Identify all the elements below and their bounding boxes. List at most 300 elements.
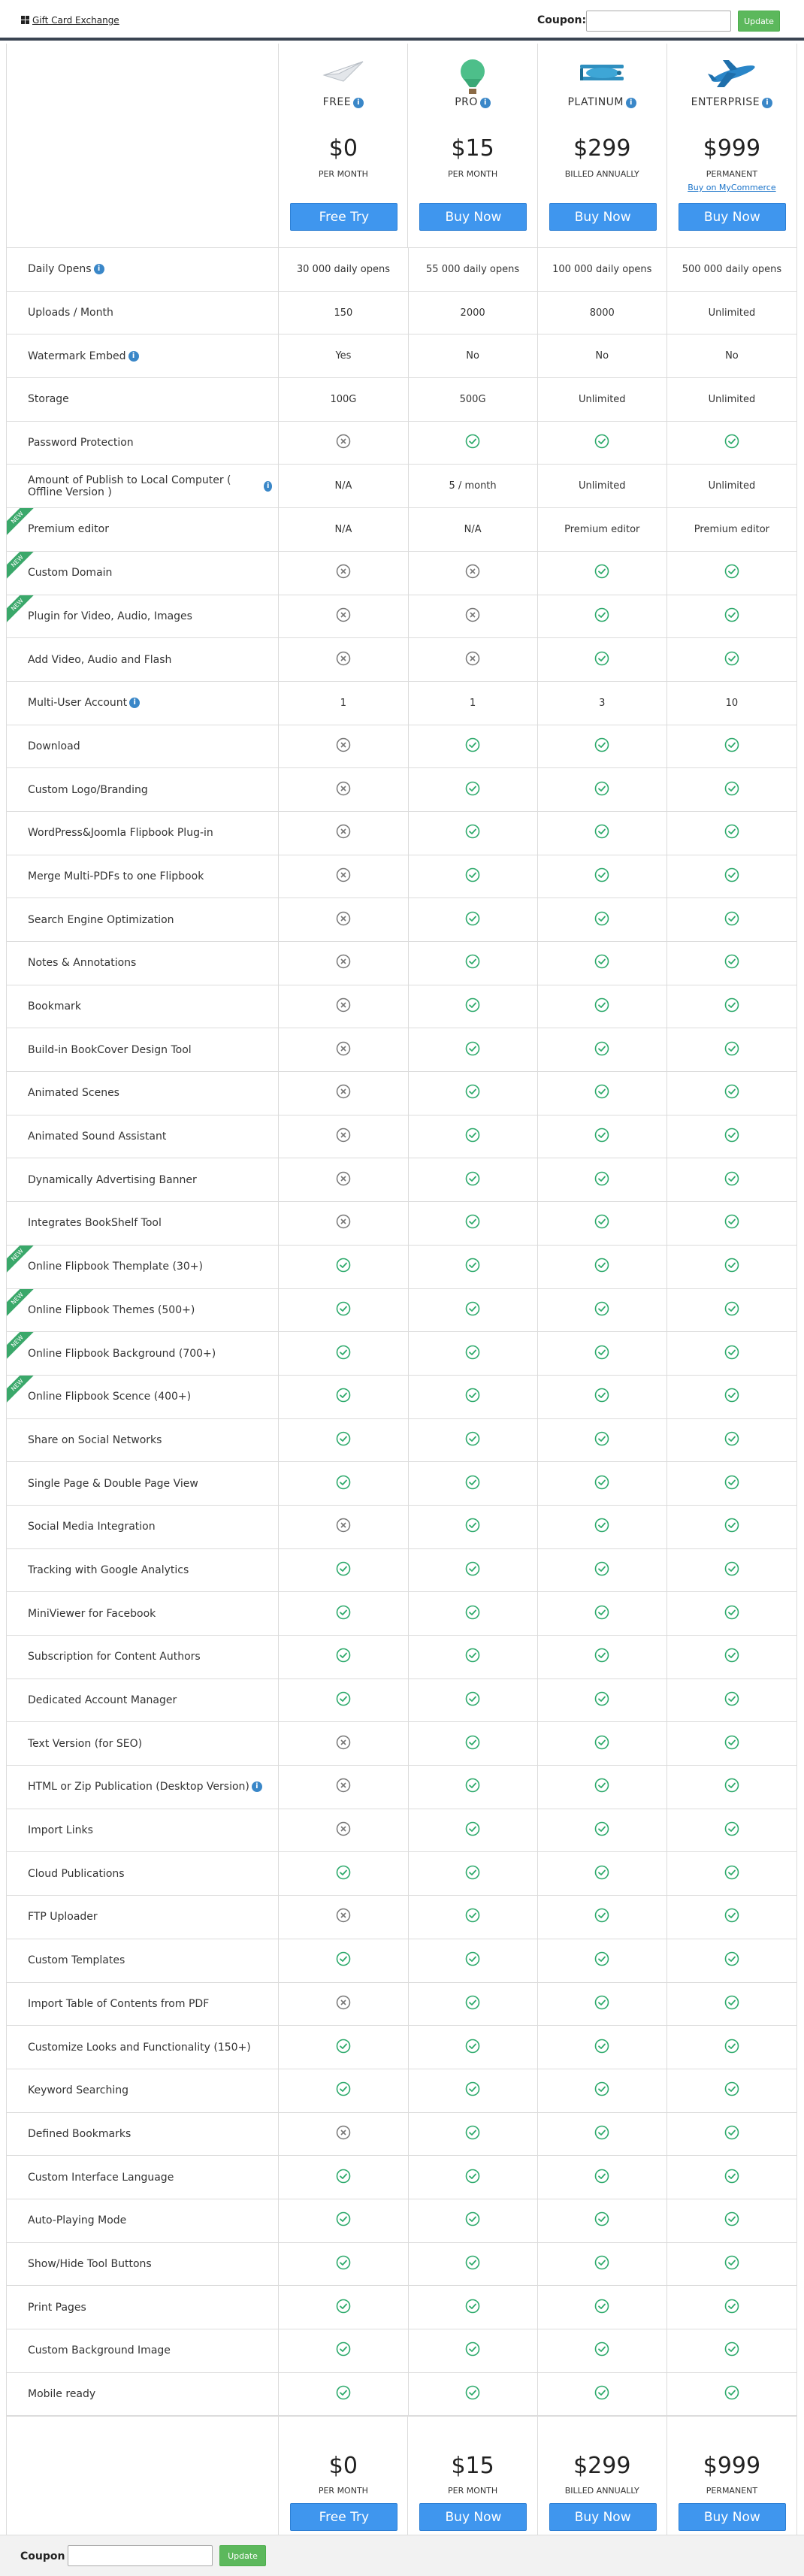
plan-period-pro: PER MONTH bbox=[448, 169, 498, 179]
feature-value-pro bbox=[409, 1462, 538, 1505]
feature-value-text: 150 bbox=[334, 307, 353, 319]
check-icon bbox=[336, 1388, 351, 1406]
feature-row bbox=[7, 552, 796, 595]
feature-value-free bbox=[279, 248, 408, 291]
info-icon[interactable]: i bbox=[252, 1781, 262, 1792]
check-icon bbox=[465, 1301, 480, 1319]
feature-label-cell bbox=[7, 465, 279, 507]
check-icon bbox=[465, 1171, 480, 1189]
feature-label: Online Flipbook Themplate (30+) bbox=[28, 1261, 203, 1273]
check-icon bbox=[594, 911, 609, 929]
check-icon bbox=[465, 1648, 480, 1666]
feature-value-platinum bbox=[538, 1549, 667, 1592]
check-icon bbox=[724, 1908, 739, 1926]
feature-value-enterprise bbox=[667, 1852, 796, 1895]
check-icon bbox=[336, 1431, 351, 1449]
feature-label-cell bbox=[7, 2373, 279, 2416]
feature-value-enterprise bbox=[667, 2113, 796, 2156]
feature-value-free bbox=[279, 1202, 408, 1245]
feature-row bbox=[7, 378, 796, 422]
feature-value-text: N/A bbox=[334, 480, 352, 492]
check-icon bbox=[724, 2081, 739, 2099]
feature-value-pro bbox=[409, 292, 538, 334]
plan-period-enterprise: PERMANENT bbox=[706, 2486, 758, 2496]
check-icon bbox=[336, 2039, 351, 2057]
gift-card-exchange-link[interactable] bbox=[21, 15, 119, 26]
buy-on-mycommerce-link[interactable]: Buy on MyCommerce bbox=[688, 183, 776, 192]
check-icon bbox=[336, 2081, 351, 2099]
feature-value-free bbox=[279, 1376, 408, 1418]
header-buy-button-platinum[interactable]: Buy Now bbox=[549, 203, 657, 231]
feature-value-free bbox=[279, 1072, 408, 1115]
feature-value-pro bbox=[409, 1115, 538, 1158]
check-icon bbox=[594, 997, 609, 1016]
feature-value-enterprise bbox=[667, 1896, 796, 1939]
feature-row bbox=[7, 1549, 796, 1593]
feature-row bbox=[7, 1896, 796, 1939]
cross-icon bbox=[336, 1214, 351, 1232]
grid-icon bbox=[21, 16, 29, 24]
check-icon bbox=[465, 824, 480, 842]
info-icon[interactable]: i bbox=[353, 98, 364, 108]
feature-value-pro bbox=[409, 1549, 538, 1592]
feature-value-enterprise bbox=[667, 1679, 796, 1722]
check-icon bbox=[465, 1084, 480, 1102]
feature-value-pro bbox=[409, 1636, 538, 1678]
plan-price-pro: $15 bbox=[451, 135, 494, 162]
plan-name-label: FREE bbox=[322, 96, 352, 108]
feature-label: Animated Sound Assistant bbox=[28, 1131, 167, 1143]
feature-value-free bbox=[279, 2373, 408, 2416]
feature-label-cell bbox=[7, 2243, 279, 2286]
check-icon bbox=[594, 607, 609, 625]
cross-icon bbox=[336, 2125, 351, 2143]
check-icon bbox=[594, 1431, 609, 1449]
feature-value-free bbox=[279, 508, 408, 551]
check-icon bbox=[594, 2299, 609, 2317]
check-icon bbox=[465, 1995, 480, 2013]
feature-value-text: 10 bbox=[725, 697, 739, 709]
feature-value-platinum bbox=[538, 1679, 667, 1722]
feature-label: WordPress&Joomla Flipbook Plug-in bbox=[28, 827, 213, 840]
feature-value-platinum bbox=[538, 1939, 667, 1982]
check-icon bbox=[594, 1128, 609, 1146]
feature-label: Download bbox=[28, 740, 80, 752]
feature-label: Single Page & Double Page View bbox=[28, 1477, 198, 1490]
feature-label: Daily Opens bbox=[28, 263, 92, 276]
cross-icon bbox=[336, 434, 351, 452]
feature-value-text: Unlimited bbox=[708, 307, 756, 319]
feature-value-platinum bbox=[538, 682, 667, 725]
feature-value-free bbox=[279, 1549, 408, 1592]
feature-label: Build-in BookCover Design Tool bbox=[28, 1043, 192, 1056]
feature-label-cell bbox=[7, 2329, 279, 2372]
check-icon bbox=[336, 2385, 351, 2403]
check-icon bbox=[724, 2385, 739, 2403]
feature-label: Storage bbox=[28, 393, 69, 406]
feature-value-pro bbox=[409, 898, 538, 941]
feature-value-platinum bbox=[538, 248, 667, 291]
plan-period-free: PER MONTH bbox=[318, 169, 368, 179]
feature-label-cell bbox=[7, 2156, 279, 2199]
feature-value-free bbox=[279, 682, 408, 725]
check-icon bbox=[724, 824, 739, 842]
info-icon[interactable]: i bbox=[264, 481, 272, 492]
header-buy-button-free[interactable]: Free Try bbox=[290, 203, 397, 231]
feature-label-cell bbox=[7, 1983, 279, 2026]
feature-label: Print Pages bbox=[28, 2301, 86, 2314]
check-icon bbox=[724, 1171, 739, 1189]
feature-row bbox=[7, 2113, 796, 2157]
feature-row bbox=[7, 292, 796, 335]
bottom-bar bbox=[0, 2535, 804, 2576]
feature-value-pro bbox=[409, 1202, 538, 1245]
feature-row bbox=[7, 1246, 796, 1289]
feature-value-text: Premium editor bbox=[564, 523, 640, 535]
footer-plan-pro bbox=[408, 2417, 537, 2541]
check-icon bbox=[465, 2211, 480, 2229]
check-icon bbox=[336, 1648, 351, 1666]
cross-icon bbox=[336, 954, 351, 972]
bottom-coupon-input[interactable] bbox=[68, 2545, 213, 2566]
gift-card-exchange-label: Gift Card Exchange bbox=[32, 15, 119, 26]
feature-value-platinum bbox=[538, 1028, 667, 1071]
feature-value-enterprise bbox=[667, 942, 796, 985]
feature-value-enterprise bbox=[667, 855, 796, 898]
cross-icon bbox=[336, 867, 351, 885]
feature-row bbox=[7, 2373, 796, 2417]
header-spacer bbox=[7, 44, 279, 247]
feature-label: Uploads / Month bbox=[28, 307, 113, 319]
feature-value-pro bbox=[409, 422, 538, 465]
feature-value-free bbox=[279, 2329, 408, 2372]
info-icon[interactable]: i bbox=[129, 698, 140, 708]
feature-value-platinum bbox=[538, 1158, 667, 1201]
cross-icon bbox=[465, 651, 480, 669]
feature-value-enterprise bbox=[667, 1592, 796, 1635]
check-icon bbox=[465, 2169, 480, 2187]
feature-value-free bbox=[279, 725, 408, 768]
feature-value-platinum bbox=[538, 2156, 667, 2199]
feature-value-enterprise bbox=[667, 422, 796, 465]
plan-name-enterprise bbox=[667, 96, 796, 108]
feature-value-free bbox=[279, 334, 408, 377]
feature-value-platinum bbox=[538, 985, 667, 1028]
feature-label-cell bbox=[7, 682, 279, 725]
check-icon bbox=[724, 1214, 739, 1232]
feature-value-enterprise bbox=[667, 1289, 796, 1332]
feature-label: Cloud Publications bbox=[28, 1867, 125, 1880]
feature-value-platinum bbox=[538, 1636, 667, 1678]
footer-buy-button-pro[interactable]: Buy Now bbox=[419, 2503, 527, 2531]
feature-value-free bbox=[279, 985, 408, 1028]
check-icon bbox=[724, 1518, 739, 1536]
check-icon bbox=[724, 781, 739, 799]
feature-value-pro bbox=[409, 1939, 538, 1982]
feature-value-enterprise bbox=[667, 1983, 796, 2026]
feature-label-cell bbox=[7, 1202, 279, 1245]
feature-row bbox=[7, 1939, 796, 1983]
feature-label-cell bbox=[7, 638, 279, 681]
feature-row bbox=[7, 2329, 796, 2373]
check-icon bbox=[594, 1648, 609, 1666]
feature-row bbox=[7, 855, 796, 899]
cross-icon bbox=[336, 1518, 351, 1536]
feature-label: Notes & Annotations bbox=[28, 957, 137, 970]
check-icon bbox=[465, 1951, 480, 1969]
feature-value-pro bbox=[409, 1983, 538, 2026]
feature-label: Customize Looks and Functionality (150+) bbox=[28, 2041, 251, 2054]
feature-label-cell bbox=[7, 1636, 279, 1678]
feature-label: Search Engine Optimization bbox=[28, 913, 174, 926]
footer-buy-button-free[interactable]: Free Try bbox=[290, 2503, 397, 2531]
cross-icon bbox=[336, 1041, 351, 1059]
plan-period-pro: PER MONTH bbox=[448, 2486, 498, 2496]
check-icon bbox=[724, 2299, 739, 2317]
feature-value-text: 55 000 daily opens bbox=[426, 263, 520, 275]
feature-label-cell bbox=[7, 1939, 279, 1982]
cross-icon bbox=[336, 1171, 351, 1189]
info-icon[interactable]: i bbox=[128, 351, 139, 362]
feature-value-text: Premium editor bbox=[694, 523, 770, 535]
feature-label: Import Table of Contents from PDF bbox=[28, 1997, 210, 2010]
check-icon bbox=[465, 2081, 480, 2099]
header-plan-enterprise bbox=[667, 44, 796, 247]
feature-label: Animated Scenes bbox=[28, 1087, 119, 1100]
feature-value-platinum bbox=[538, 552, 667, 595]
feature-value-enterprise bbox=[667, 2026, 796, 2069]
feature-value-platinum bbox=[538, 334, 667, 377]
info-icon[interactable]: i bbox=[480, 98, 491, 108]
feature-value-free bbox=[279, 1332, 408, 1375]
feature-value-platinum bbox=[538, 1072, 667, 1115]
feature-value-text: No bbox=[595, 350, 609, 362]
check-icon bbox=[724, 1778, 739, 1796]
feature-value-free bbox=[279, 1896, 408, 1939]
feature-value-pro bbox=[409, 2113, 538, 2156]
feature-value-platinum bbox=[538, 1376, 667, 1418]
check-icon bbox=[724, 1301, 739, 1319]
check-icon bbox=[594, 1301, 609, 1319]
footer-plan-free bbox=[279, 2417, 408, 2541]
feature-value-platinum bbox=[538, 2243, 667, 2286]
check-icon bbox=[724, 1951, 739, 1969]
check-icon bbox=[336, 1345, 351, 1363]
feature-label: Tracking with Google Analytics bbox=[28, 1563, 189, 1576]
feature-value-free bbox=[279, 898, 408, 941]
feature-value-enterprise bbox=[667, 2373, 796, 2416]
feature-row bbox=[7, 334, 796, 378]
feature-value-pro bbox=[409, 2069, 538, 2112]
footer-buy-button-enterprise[interactable]: Buy Now bbox=[679, 2503, 786, 2531]
feature-label: Multi-User Account bbox=[28, 697, 128, 710]
feature-label-cell bbox=[7, 1376, 279, 1418]
check-icon bbox=[724, 2039, 739, 2057]
check-icon bbox=[724, 1041, 739, 1059]
feature-value-pro bbox=[409, 508, 538, 551]
feature-value-platinum bbox=[538, 2113, 667, 2156]
cross-icon bbox=[336, 1821, 351, 1839]
bottom-update-button[interactable]: Update bbox=[219, 2545, 266, 2566]
feature-label: Defined Bookmarks bbox=[28, 2127, 131, 2140]
coupon-input[interactable] bbox=[586, 11, 731, 32]
feature-label-cell bbox=[7, 1592, 279, 1635]
feature-row bbox=[7, 2286, 796, 2329]
new-ribbon: NEW bbox=[7, 1376, 37, 1404]
feature-row bbox=[7, 465, 796, 508]
check-icon bbox=[465, 997, 480, 1016]
header-buy-button-pro[interactable]: Buy Now bbox=[419, 203, 527, 231]
info-icon[interactable]: i bbox=[762, 98, 772, 108]
feature-value-text: 100G bbox=[330, 393, 357, 405]
feature-label: Merge Multi-PDFs to one Flipbook bbox=[28, 870, 204, 882]
feature-value-pro bbox=[409, 725, 538, 768]
feature-label: Dedicated Account Manager bbox=[28, 1694, 177, 1707]
feature-value-pro bbox=[409, 465, 538, 507]
feature-label: FTP Uploader bbox=[28, 1911, 98, 1924]
check-icon bbox=[465, 737, 480, 755]
feature-row bbox=[7, 248, 796, 292]
feature-value-free bbox=[279, 292, 408, 334]
feature-value-pro bbox=[409, 2026, 538, 2069]
feature-row bbox=[7, 1158, 796, 1202]
plan-name-label: PLATINUM bbox=[567, 96, 624, 108]
check-icon bbox=[724, 1431, 739, 1449]
check-icon bbox=[724, 1605, 739, 1623]
feature-value-text: N/A bbox=[464, 523, 482, 535]
feature-value-free bbox=[279, 942, 408, 985]
feature-value-enterprise bbox=[667, 1462, 796, 1505]
plan-period-platinum: BILLED ANNUALLY bbox=[564, 2486, 639, 2496]
feature-value-platinum bbox=[538, 292, 667, 334]
feature-row bbox=[7, 2199, 796, 2243]
check-icon bbox=[594, 1908, 609, 1926]
check-icon bbox=[724, 564, 739, 582]
feature-value-free bbox=[279, 2199, 408, 2242]
feature-value-platinum bbox=[538, 1115, 667, 1158]
feature-value-enterprise bbox=[667, 1722, 796, 1765]
cross-icon bbox=[336, 1778, 351, 1796]
feature-label: Premium editor bbox=[28, 523, 109, 536]
feature-label-cell bbox=[7, 768, 279, 811]
feature-value-enterprise bbox=[667, 1766, 796, 1809]
cross-icon bbox=[336, 824, 351, 842]
feature-value-enterprise bbox=[667, 378, 796, 421]
check-icon bbox=[594, 1778, 609, 1796]
feature-value-free bbox=[279, 1115, 408, 1158]
feature-row bbox=[7, 1679, 796, 1723]
check-icon bbox=[724, 1821, 739, 1839]
feature-label: HTML or Zip Publication (Desktop Version) bbox=[28, 1781, 249, 1794]
cross-icon bbox=[336, 1995, 351, 2013]
feature-value-enterprise bbox=[667, 1549, 796, 1592]
feature-value-text: Unlimited bbox=[578, 393, 626, 405]
feature-value-platinum bbox=[538, 1332, 667, 1375]
feature-value-text: Unlimited bbox=[708, 480, 756, 492]
info-icon[interactable]: i bbox=[626, 98, 636, 108]
cross-icon bbox=[336, 1084, 351, 1102]
feature-label-cell bbox=[7, 1809, 279, 1852]
feature-value-free bbox=[279, 378, 408, 421]
feature-value-pro bbox=[409, 1592, 538, 1635]
header-buy-button-enterprise[interactable]: Buy Now bbox=[679, 203, 786, 231]
feature-value-free bbox=[279, 1636, 408, 1678]
feature-label-cell bbox=[7, 2026, 279, 2069]
feature-value-text: 2000 bbox=[460, 307, 485, 319]
feature-value-pro bbox=[409, 2286, 538, 2329]
feature-label-cell bbox=[7, 378, 279, 421]
info-icon[interactable]: i bbox=[94, 264, 104, 274]
feature-value-pro bbox=[409, 2329, 538, 2372]
feature-value-enterprise bbox=[667, 1939, 796, 1982]
feature-value-platinum bbox=[538, 1852, 667, 1895]
feature-label: Bookmark bbox=[28, 1000, 81, 1013]
cross-icon bbox=[336, 1908, 351, 1926]
feature-value-text: 5 / month bbox=[449, 480, 497, 492]
feature-value-pro bbox=[409, 1289, 538, 1332]
feature-label-cell bbox=[7, 1896, 279, 1939]
feature-label: Online Flipbook Scence (400+) bbox=[28, 1391, 192, 1403]
feature-row bbox=[7, 508, 796, 552]
check-icon bbox=[336, 1561, 351, 1579]
feature-value-free bbox=[279, 2069, 408, 2112]
feature-value-enterprise bbox=[667, 1419, 796, 1462]
check-icon bbox=[465, 1214, 480, 1232]
feature-label: Auto-Playing Mode bbox=[28, 2214, 127, 2227]
feature-rows bbox=[7, 248, 796, 2416]
update-button[interactable]: Update bbox=[738, 11, 780, 32]
feature-value-platinum bbox=[538, 378, 667, 421]
check-icon bbox=[594, 1605, 609, 1623]
feature-value-enterprise bbox=[667, 2199, 796, 2242]
feature-value-platinum bbox=[538, 1722, 667, 1765]
feature-value-enterprise bbox=[667, 898, 796, 941]
feature-row bbox=[7, 1636, 796, 1679]
feature-row bbox=[7, 1506, 796, 1549]
footer-buy-button-platinum[interactable]: Buy Now bbox=[549, 2503, 657, 2531]
feature-label-cell bbox=[7, 1072, 279, 1115]
feature-label-cell bbox=[7, 1766, 279, 1809]
cross-icon bbox=[336, 1735, 351, 1753]
feature-value-text: 100 000 daily opens bbox=[552, 263, 652, 275]
feature-value-free bbox=[279, 1852, 408, 1895]
check-icon bbox=[594, 1735, 609, 1753]
feature-value-pro bbox=[409, 638, 538, 681]
check-icon bbox=[594, 2255, 609, 2273]
feature-value-pro bbox=[409, 682, 538, 725]
feature-value-enterprise bbox=[667, 1506, 796, 1548]
plan-price-platinum: $299 bbox=[573, 2453, 631, 2480]
feature-value-text: 1 bbox=[340, 697, 347, 709]
feature-label: Social Media Integration bbox=[28, 1521, 156, 1533]
feature-value-pro bbox=[409, 1376, 538, 1418]
check-icon bbox=[724, 2255, 739, 2273]
header-plan-pro bbox=[408, 44, 537, 247]
plan-header-row bbox=[7, 44, 796, 248]
feature-value-enterprise bbox=[667, 1115, 796, 1158]
feature-value-enterprise bbox=[667, 248, 796, 291]
check-icon bbox=[724, 2341, 739, 2360]
plan-period-platinum: BILLED ANNUALLY bbox=[564, 169, 639, 179]
feature-value-pro bbox=[409, 552, 538, 595]
check-icon bbox=[336, 1475, 351, 1493]
feature-value-free bbox=[279, 1809, 408, 1852]
feature-row bbox=[7, 1462, 796, 1506]
check-icon bbox=[465, 1865, 480, 1883]
check-icon bbox=[594, 1041, 609, 1059]
feature-value-text: N/A bbox=[334, 523, 352, 535]
feature-value-text: Unlimited bbox=[708, 393, 756, 405]
